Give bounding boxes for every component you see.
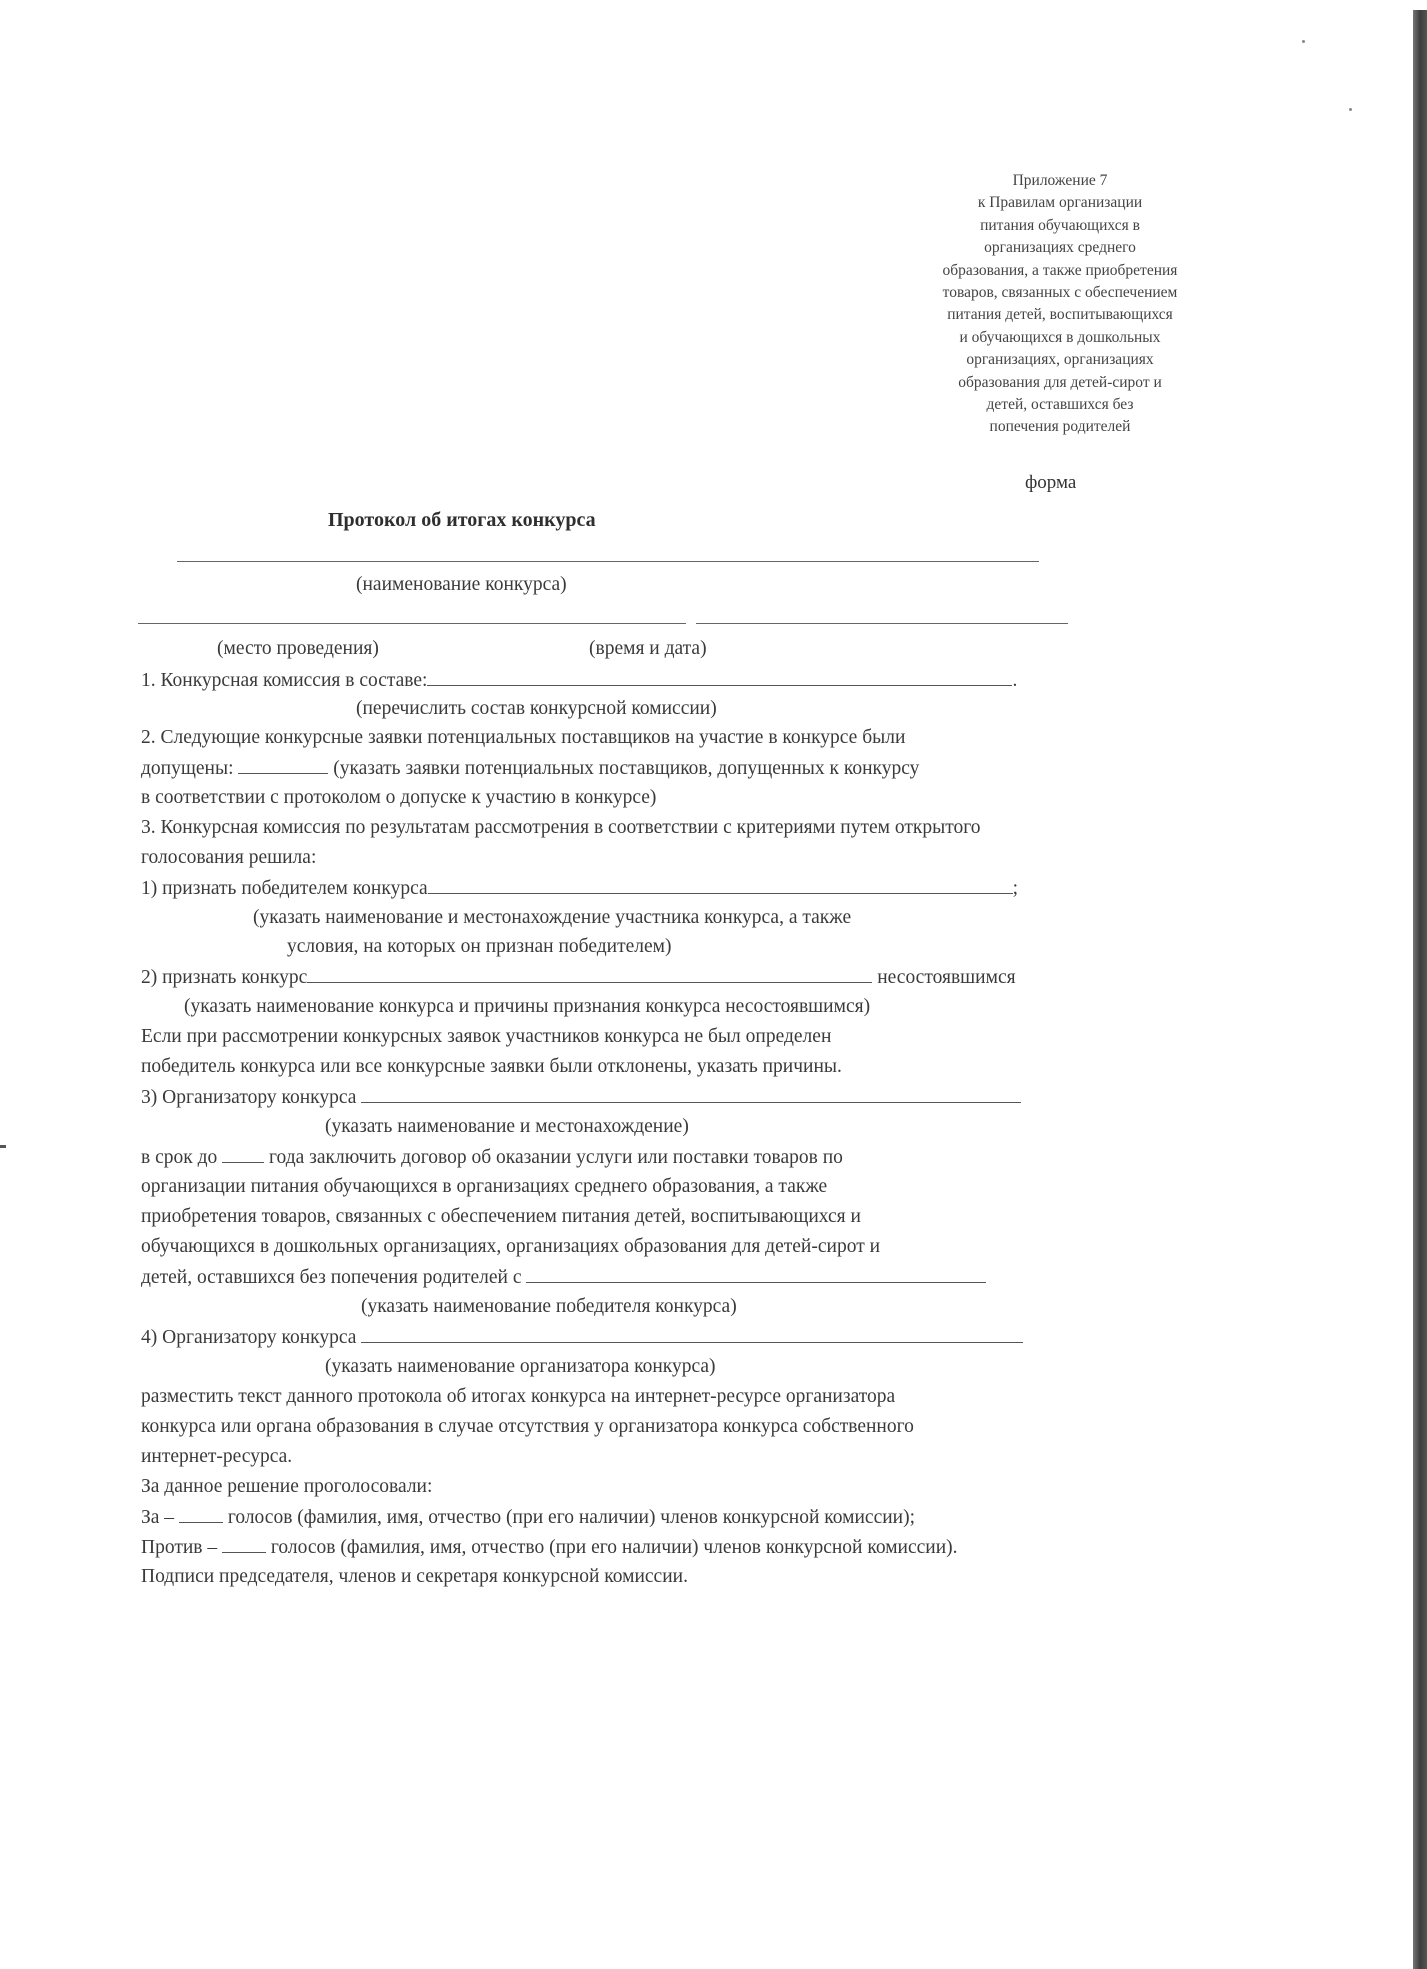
caption-failed-contest: (указать наименование конкурса и причины признания конкурса несостоявшимся) — [184, 996, 871, 1017]
item-3-line-1: 3. Конкурсная комиссия по результатам рассмотрения в соответствии с критериями путем открытого — [141, 817, 981, 838]
commission-field[interactable] — [427, 667, 1012, 686]
winner-name-field[interactable] — [526, 1264, 986, 1283]
sub-item-4 — [141, 1324, 1023, 1351]
sub-item-1 — [141, 875, 1018, 902]
term-line-3: приобретения товаров, связанных с обеспечением питания детей, воспитывающихся и — [141, 1206, 861, 1227]
sub-item-3-label: 3) Организатору конкурса — [141, 1087, 357, 1108]
note-line-1: Если при рассмотрении конкурсных заявок участников конкурса не был определен — [141, 1026, 832, 1047]
votes-against-label: Против – — [141, 1537, 218, 1558]
sub-item-2 — [141, 964, 1016, 991]
publish-line-3: интернет-ресурса. — [141, 1446, 293, 1467]
term-line-1-rest: года заключить договор об оказании услуги или поставки товаров по — [269, 1147, 843, 1168]
winner-field[interactable] — [428, 875, 1013, 894]
term-label: в срок до — [141, 1147, 218, 1168]
sub-item-2-end: несостоявшимся — [877, 967, 1016, 988]
sub-item-2-label: 2) признать конкурс — [141, 967, 308, 988]
document-title: Протокол об итогах конкурса — [328, 509, 596, 531]
venue-field[interactable] — [138, 623, 686, 624]
item-2-line-3: в соответствии с протоколом о допуске к участию в конкурсе) — [141, 787, 657, 808]
appendix-line: к Правилам организации — [977, 194, 1143, 212]
sub-item-1-end: ; — [1012, 878, 1019, 899]
caption-name-location: (указать наименование и местонахождение) — [325, 1116, 689, 1137]
time-date-field[interactable] — [696, 623, 1068, 624]
votes-against-text: голосов (фамилия, имя, отчество (при его наличии) членов конкурсной комиссии). — [270, 1537, 958, 1558]
caption-winner-name: (указать наименование победителя конкурса) — [361, 1296, 737, 1317]
appendix-line: Приложение 7 — [1012, 172, 1108, 189]
admitted-bids-field[interactable] — [238, 755, 328, 774]
caption-winner-details-1: (указать наименование и местонахождение участника конкурса, а также — [253, 907, 852, 928]
item-1-text — [141, 667, 1017, 694]
form-label: форма — [1025, 472, 1077, 493]
appendix-header — [905, 170, 1215, 439]
appendix-line: организациях, организациях — [966, 351, 1154, 369]
contest-name-field[interactable] — [177, 561, 1039, 562]
caption-venue: (место проведения) — [217, 638, 379, 659]
caption-contest-name: (наименование конкурса) — [356, 574, 567, 595]
appendix-line: питания детей, воспитывающихся — [947, 306, 1173, 324]
term-line-2: организации питания обучающихся в организациях среднего образования, а также — [141, 1176, 828, 1197]
appendix-line: детей, оставшихся без — [986, 396, 1134, 414]
term-line-5-text: детей, оставшихся без попечения родителей с — [141, 1267, 522, 1288]
caption-organizer-name: (указать наименование организатора конкурса) — [325, 1356, 716, 1377]
appendix-line: образования для детей-сирот и — [958, 373, 1162, 391]
item-2-line-2 — [141, 755, 919, 782]
term-line-5 — [141, 1264, 986, 1291]
organizer-name-field[interactable] — [361, 1324, 1023, 1343]
scan-edge — [1413, 10, 1427, 1969]
votes-against — [141, 1534, 958, 1561]
appendix-line: и обучающихся в дошкольных — [959, 328, 1161, 346]
scan-edge-mark — [0, 1145, 6, 1148]
publish-line-1: разместить текст данного протокола об итогах конкурса на интернет-ресурсе организатора — [141, 1386, 896, 1407]
deadline-year-field[interactable] — [222, 1144, 264, 1163]
scan-speck — [1302, 40, 1305, 43]
item-2-caption: (указать заявки потенциальных поставщиков, допущенных к конкурсу — [333, 758, 920, 779]
votes-for-text: голосов (фамилия, имя, отчество (при его наличии) членов конкурсной комиссии); — [227, 1507, 916, 1528]
item-1-label: 1. Конкурсная комиссия в составе: — [141, 670, 428, 691]
votes-for-label: За – — [141, 1507, 175, 1528]
note-line-2: победитель конкурса или все конкурсные заявки были отклонены, указать причины. — [141, 1056, 842, 1077]
scan-speck — [1349, 108, 1352, 111]
sub-item-4-label: 4) Организатору конкурса — [141, 1327, 357, 1348]
signatures-line: Подписи председателя, членов и секретаря конкурсной комиссии. — [141, 1566, 688, 1587]
appendix-line: питания обучающихся в — [980, 216, 1140, 234]
item-2-label: допущены: — [141, 758, 234, 779]
caption-commission-list: (перечислить состав конкурсной комиссии) — [356, 698, 717, 719]
organizer-location-field[interactable] — [361, 1084, 1021, 1103]
failed-contest-field[interactable] — [307, 964, 872, 983]
appendix-line: образования, а также приобретения — [942, 261, 1178, 279]
sub-item-3 — [141, 1084, 1021, 1111]
voted-heading: За данное решение проголосовали: — [141, 1476, 433, 1497]
votes-for-count-field[interactable] — [179, 1504, 223, 1523]
term-line-1 — [141, 1144, 843, 1171]
item-3-line-2: голосования решила: — [141, 847, 317, 868]
publish-line-2: конкурса или органа образования в случае отсутствия у организатора конкурса собственного — [141, 1416, 914, 1437]
term-line-4: обучающихся в дошкольных организациях, организациях образования для детей-сирот и — [141, 1236, 881, 1257]
appendix-line: товаров, связанных с обеспечением — [942, 284, 1178, 302]
appendix-line: попечения родителей — [989, 418, 1131, 436]
caption-winner-details-2: условия, на которых он признан победителем) — [287, 936, 672, 957]
item-1-end: . — [1012, 670, 1018, 691]
votes-for — [141, 1504, 915, 1531]
appendix-line: организациях среднего — [984, 239, 1136, 257]
caption-time-date: (время и дата) — [589, 638, 707, 659]
votes-against-count-field[interactable] — [222, 1534, 266, 1553]
sub-item-1-label: 1) признать победителем конкурса — [141, 878, 428, 899]
item-2-line-1: 2. Следующие конкурсные заявки потенциальных поставщиков на участие в конкурсе были — [141, 727, 906, 748]
